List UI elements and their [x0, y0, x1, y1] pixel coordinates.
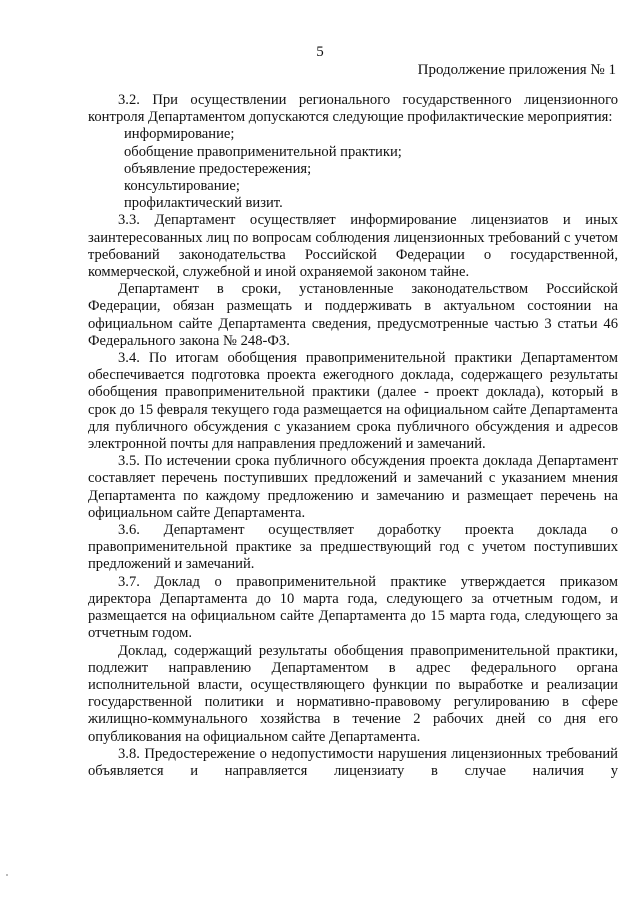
paragraph-3-6: 3.6. Департамент осуществляет доработку проекта доклада о правоприменительной практике за предшествующий год с учетом поступивших предложений и замечаний. — [88, 522, 618, 573]
page-number: 5 — [316, 44, 324, 60]
list-item: объявление предостережения; — [124, 160, 312, 177]
list-item: обобщение правоприменительной практики; — [124, 143, 402, 160]
list-item: профилактический визит. — [124, 195, 283, 212]
paragraph-3-7: 3.7. Доклад о правоприменительной практике утверждается приказом директора Департамента до 10 марта года, следующего за отчетным годом, и размещается на официальном сайте Департамента до 15 марта года, следующего за отчетным годом. — [88, 573, 618, 642]
paragraph: Доклад, содержащий результаты обобщения правоприменительной практики, подлежит направлению Департаментом в адрес федерального органа исполнительной власти, осуществляющего функции по выработке и реализации государственной политики и нормативно-правовому регулированию в сфере жилищно-коммунального хозяйства в течение 2 рабочих дней со дня его опубликования на официальном сайте Департамента. — [88, 642, 618, 745]
paragraph: Департамент в сроки, установленные законодательством Российской Федерации, обязан размещать и поддерживать в актуальном состоянии на официальном сайте Департамента сведения, предусмотренные частью 3 статьи 46 Федерального закона № 248-ФЗ. — [88, 281, 618, 349]
paragraph-3-8: 3.8. Предостережение о недопустимости нарушения лицензионных требований объявляется и направляется лицензиату в случае наличия у — [88, 745, 618, 779]
list-item: информирование; — [124, 126, 235, 143]
paragraph-3-3: 3.3. Департамент осуществляет информирование лицензиатов и иных заинтересованных лиц по вопросам соблюдения лицензионных требований с учетом требований законодательства Российской Федерации о государственной, коммерческой, служебной и иной охраняемой законом тайне. — [88, 212, 618, 281]
paragraph-3-4: 3.4. По итогам обобщения правоприменительной практики Департаментом обеспечивается подготовка проекта ежегодного доклада, содержащего результаты обобщения правоприменительной практики (далее - проект доклада), который в срок до 15 февраля текущего года размещается на официальном сайте Департамента для публичного обсуждения с указанием срока публичного обсуждения и адресов электронной почты для направления предложений и замечаний. — [88, 350, 618, 453]
document-body — [88, 92, 618, 780]
continuation-header: Продолжение приложения № 1 — [417, 62, 616, 78]
list-item: консультирование; — [124, 178, 240, 195]
paragraph-3-2: 3.2. При осуществлении регионального государственного лицензионного контроля Департаментом допускаются следующие профилактические мероприятия: — [88, 92, 618, 126]
scan-mark — [6, 874, 8, 876]
paragraph-3-5: 3.5. По истечении срока публичного обсуждения проекта доклада Департамент составляет перечень поступивших предложений и замечаний с указанием мнения Департамента по каждому предложению и замечанию и размещает перечень на официальном сайте Департамента. — [88, 453, 618, 521]
